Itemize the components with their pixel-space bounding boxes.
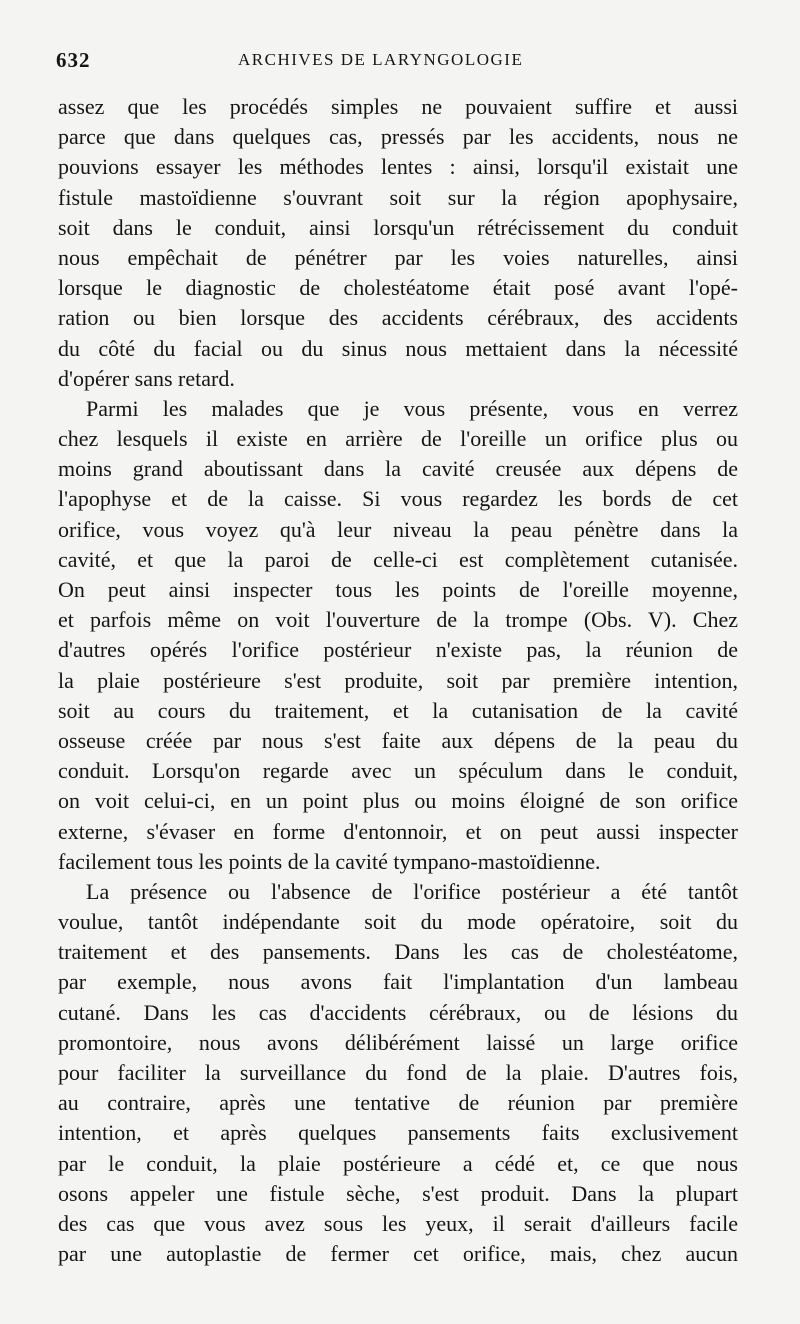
text-line: assez que les procédés simples ne pouvaient suffire et aussi bbox=[58, 94, 738, 119]
text-line: ration ou bien lorsque des accidents cérébraux, des accidents bbox=[58, 305, 738, 331]
text-line: pour faciliter la surveillance du fond de la plaie. D'autres fois, bbox=[58, 1060, 738, 1085]
text-line: d'autres opérés l'orifice postérieur n'existe pas, la réunion de bbox=[58, 637, 738, 663]
text-line: osseuse créée par nous s'est faite aux dépens de la peau du bbox=[58, 727, 738, 753]
text-line: promontoire, nous avons délibérément laissé un large orifice bbox=[58, 1029, 738, 1055]
text-line: parce que dans quelques cas, pressés par les accidents, nous ne bbox=[58, 124, 738, 150]
text-line: moins grand aboutissant dans la cavité creusée aux dépens de bbox=[58, 456, 738, 482]
paragraph-end-line: facilement tous les points de la cavité tympano-mastoïdienne. bbox=[58, 848, 601, 874]
text-line: lorsque le diagnostic de cholestéatome était posé avant l'opé- bbox=[58, 275, 738, 301]
page-number: 632 bbox=[56, 48, 91, 72]
text-line: voulue, tantôt indépendante soit du mode opératoire, soit du bbox=[58, 909, 738, 935]
paragraph-start-line: La présence ou l'absence de l'orifice postérieur a été tantôt bbox=[86, 878, 738, 904]
text-line: au contraire, après une tentative de réunion par première bbox=[58, 1090, 738, 1116]
text-line: par une autoplastie de fermer cet orifice, mais, chez aucun bbox=[58, 1241, 738, 1267]
text-line: osons appeler une fistule sèche, s'est produit. Dans la plupart bbox=[58, 1180, 738, 1206]
text-line: externe, s'évaser en forme d'entonnoir, et on peut aussi inspecter bbox=[58, 818, 738, 844]
text-line: pouvions essayer les méthodes lentes : ainsi, lorsqu'il existait une bbox=[58, 154, 738, 180]
text-line: chez lesquels il existe en arrière de l'oreille un orifice plus ou bbox=[58, 426, 738, 452]
text-line: et parfois même on voit l'ouverture de la trompe (Obs. V). Chez bbox=[58, 607, 738, 633]
text-line: du côté du facial ou du sinus nous mettaient dans la nécessité bbox=[58, 335, 738, 361]
text-line: soit dans le conduit, ainsi lorsqu'un rétrécissement du conduit bbox=[58, 214, 738, 240]
text-line: par exemple, nous avons fait l'implantation d'un lambeau bbox=[58, 969, 738, 995]
text-line: orifice, vous voyez qu'à leur niveau la peau pénètre dans la bbox=[58, 516, 738, 542]
journal-title: ARCHIVES DE LARYNGOLOGIE bbox=[238, 50, 524, 69]
text-line: cutané. Dans les cas d'accidents cérébraux, ou de lésions du bbox=[58, 999, 738, 1025]
text-line: des cas que vous avez sous les yeux, il serait d'ailleurs facile bbox=[58, 1210, 738, 1236]
text-line: nous empêchait de pénétrer par les voies naturelles, ainsi bbox=[58, 244, 738, 270]
body-text bbox=[58, 92, 738, 1269]
text-line: cavité, et que la paroi de celle-ci est complètement cutanisée. bbox=[58, 546, 738, 572]
running-head bbox=[56, 48, 746, 78]
text-line: l'apophyse et de la caisse. Si vous regardez les bords de cet bbox=[58, 486, 738, 512]
text-line: la plaie postérieure s'est produite, soit par première intention, bbox=[58, 667, 738, 693]
text-line: On peut ainsi inspecter tous les points de l'oreille moyenne, bbox=[58, 577, 738, 602]
text-line: traitement et des pansements. Dans les cas de cholestéatome, bbox=[58, 939, 738, 965]
paragraph-end-line: d'opérer sans retard. bbox=[58, 365, 235, 391]
text-line: par le conduit, la plaie postérieure a cédé et, ce que nous bbox=[58, 1150, 738, 1176]
text-line: conduit. Lorsqu'on regarde avec un spéculum dans le conduit, bbox=[58, 758, 738, 784]
text-line: fistule mastoïdienne s'ouvrant soit sur la région apophysaire, bbox=[58, 184, 738, 210]
text-line: soit au cours du traitement, et la cutanisation de la cavité bbox=[58, 697, 738, 723]
text-line: on voit celui-ci, en un point plus ou moins éloigné de son orifice bbox=[58, 788, 738, 814]
paragraph-start-line: Parmi les malades que je vous présente, vous en verrez bbox=[86, 395, 738, 421]
text-line: intention, et après quelques pansements faits exclusivement bbox=[58, 1120, 738, 1146]
